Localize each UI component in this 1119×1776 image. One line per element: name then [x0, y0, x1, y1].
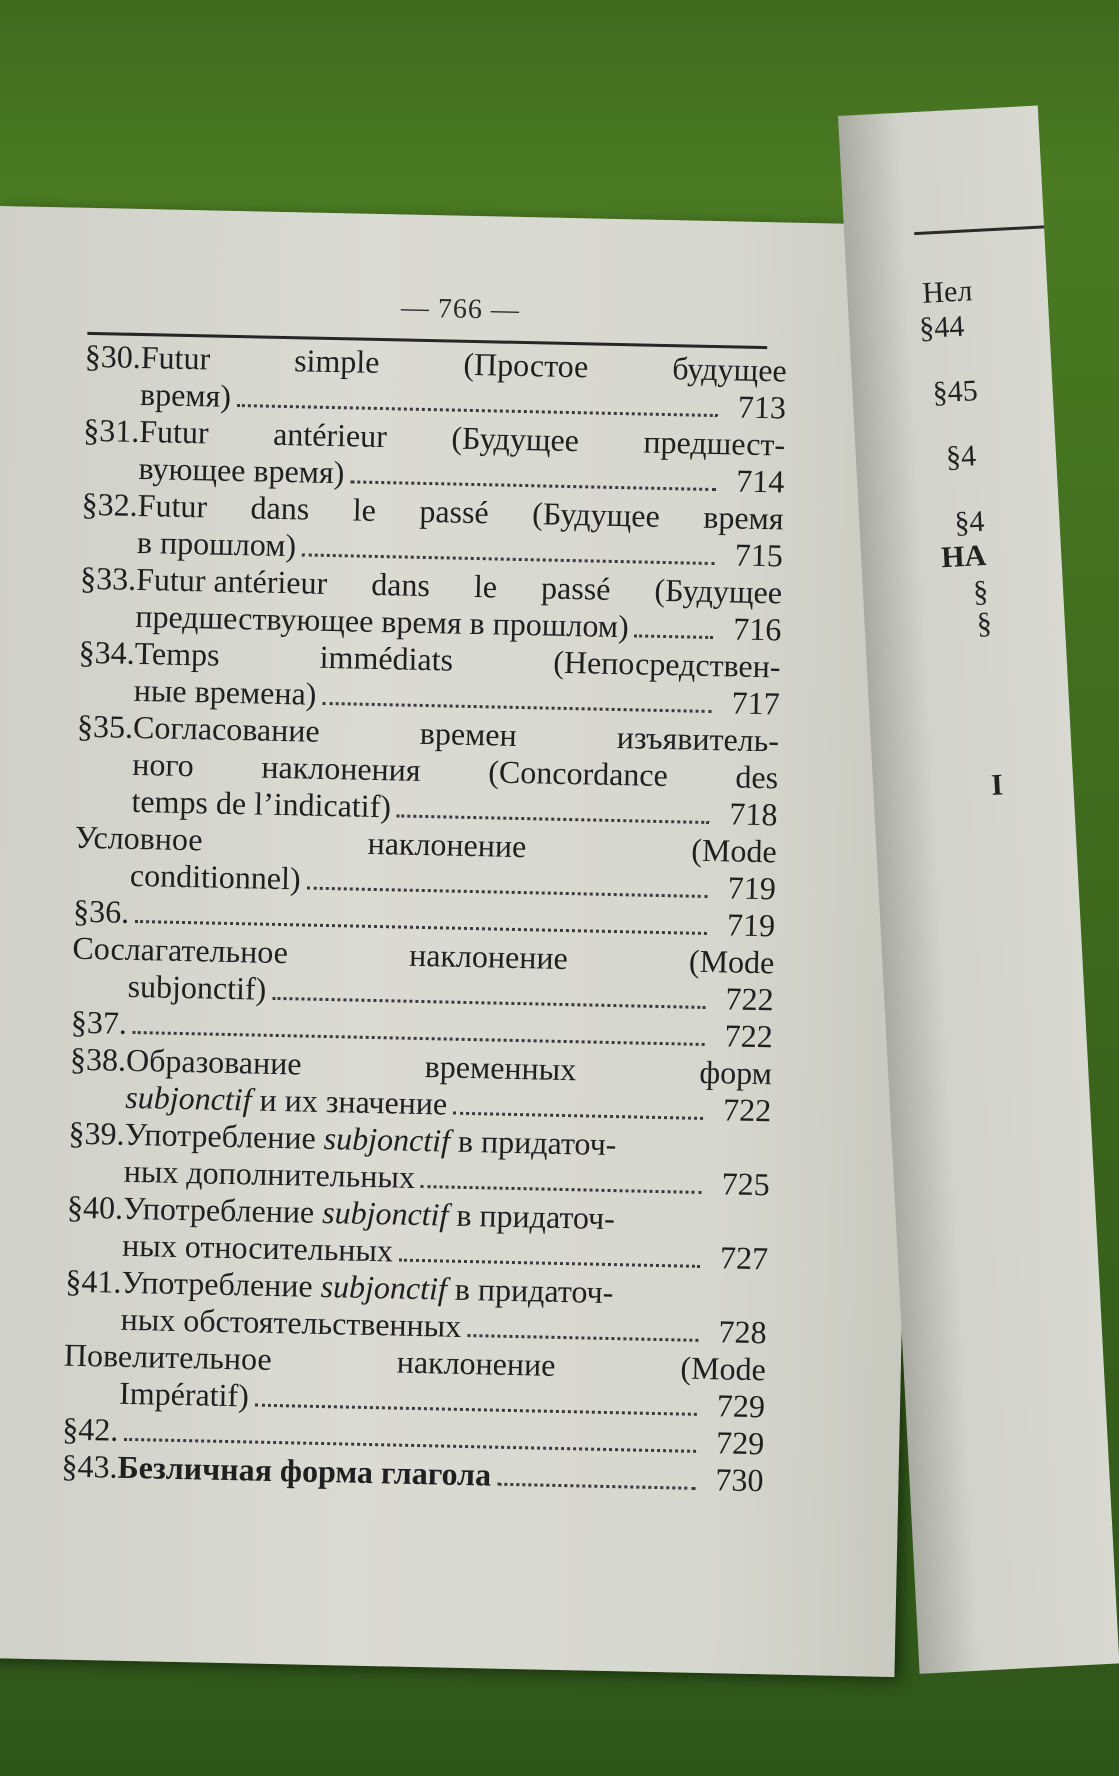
- right-fragment: §: [975, 606, 993, 641]
- toc-term-italic: subjonctif: [124, 1078, 252, 1118]
- right-fragment: §45: [931, 374, 979, 410]
- page-ref: 719: [727, 869, 777, 907]
- paragraph-number: §32.: [81, 485, 139, 523]
- toc-text: Безличная форма глагола: [117, 1448, 492, 1493]
- dot-leader: [255, 1404, 697, 1416]
- toc-word: ного: [131, 745, 195, 784]
- page-number: — 766 —: [400, 292, 521, 326]
- right-fragment: I: [990, 768, 1004, 802]
- toc-text: ные времена): [133, 671, 317, 712]
- toc-text-part: в придаточ-: [448, 1196, 616, 1237]
- toc-word: наклонения: [261, 748, 422, 788]
- toc-word: Условное: [74, 818, 203, 858]
- toc-text-part: в придаточ-: [446, 1270, 614, 1311]
- table-of-contents: [61, 338, 787, 1499]
- dot-leader: [399, 1259, 700, 1268]
- toc-word: (Будущее: [654, 571, 783, 611]
- toc-text: ных дополнительных: [123, 1152, 416, 1195]
- toc-text: Impératif): [118, 1374, 250, 1414]
- paragraph-number: §43.: [61, 1447, 118, 1485]
- toc-text: temps de l’indicatif): [131, 782, 392, 825]
- paragraph-number: §35.: [76, 707, 134, 745]
- toc-word: immédiats: [319, 638, 454, 678]
- toc-word: (Будущее: [451, 419, 580, 459]
- toc-word: наклонение: [396, 1343, 556, 1383]
- toc-term-italic: subjonctif: [320, 1267, 448, 1307]
- page-ref: 725: [721, 1165, 771, 1203]
- page-ref: 719: [726, 906, 776, 944]
- toc-text-part: Употребление: [121, 1263, 322, 1304]
- toc-word: passé: [540, 569, 611, 607]
- dot-leader: [306, 887, 707, 898]
- header-rule-right: [914, 225, 1044, 235]
- toc-word: предшест-: [643, 423, 786, 463]
- dot-leader: [635, 634, 714, 639]
- toc-text: в прошлом): [136, 523, 297, 564]
- toc-text: ных обстоятельственных: [120, 1300, 462, 1344]
- toc-section: [63, 1337, 766, 1426]
- book-page-left: [0, 206, 925, 1677]
- toc-word: временных: [424, 1048, 577, 1088]
- paragraph-number: §33.: [79, 559, 137, 597]
- page-ref: 722: [725, 980, 774, 1018]
- toc-word: (Concordance: [487, 753, 669, 794]
- toc-word: форм: [699, 1053, 773, 1092]
- toc-word: (Mode: [690, 831, 778, 870]
- toc-word: Futur: [138, 412, 210, 451]
- dot-leader: [421, 1185, 702, 1194]
- page-ref: 713: [737, 388, 787, 426]
- paragraph-number: §36.: [72, 892, 130, 930]
- toc-text-part: Употребление: [124, 1115, 325, 1156]
- toc-word: Futur: [137, 486, 208, 525]
- paragraph-number: §40.: [66, 1188, 124, 1226]
- page-ref: 722: [724, 1017, 774, 1055]
- right-fragment: Нел: [921, 274, 974, 310]
- page-ref: 717: [731, 684, 781, 722]
- toc-word: (Mode: [688, 942, 775, 981]
- paragraph-number: §38.: [69, 1040, 127, 1078]
- page-ref: 729: [716, 1387, 766, 1425]
- toc-word: le: [473, 568, 498, 605]
- page-ref: 728: [718, 1313, 767, 1351]
- dot-leader: [497, 1483, 695, 1490]
- toc-word: Согласование: [132, 708, 321, 749]
- page-ref: 716: [732, 610, 782, 648]
- page-ref: 715: [734, 536, 784, 574]
- toc-word: Futur: [140, 338, 211, 377]
- toc-word: dans: [370, 565, 431, 604]
- toc-word: времен: [419, 714, 518, 753]
- toc-word: dans: [250, 489, 310, 527]
- right-fragment: §4: [945, 439, 977, 474]
- toc-section: [74, 819, 777, 908]
- toc-word: (Непосредствен-: [552, 643, 781, 685]
- toc-text: ных относительных: [121, 1226, 394, 1269]
- toc-text: и их значение: [251, 1081, 448, 1122]
- page-ref: 714: [736, 462, 785, 500]
- right-fragment: §: [972, 574, 989, 609]
- toc-text: время): [139, 375, 232, 414]
- dot-leader: [453, 1112, 703, 1120]
- toc-word: наклонение: [408, 936, 569, 977]
- paragraph-number: §30.: [84, 337, 142, 375]
- right-fragment: НА: [940, 538, 988, 575]
- toc-word: passé: [419, 492, 490, 531]
- paragraph-number: §34.: [78, 633, 136, 671]
- dot-leader: [272, 997, 705, 1009]
- paragraph-number: §41.: [65, 1262, 122, 1300]
- toc-word: Futur antérieur: [135, 560, 328, 601]
- dot-leader: [322, 702, 711, 713]
- page-ref: 730: [715, 1461, 764, 1499]
- toc-text: subjonctif): [127, 967, 267, 1007]
- paragraph-number: §37.: [70, 1003, 128, 1041]
- toc-text: предшествующее время в прошлом): [135, 597, 630, 645]
- toc-word: (Будущее: [531, 495, 661, 534]
- right-fragment: §4: [953, 504, 986, 540]
- toc-word: antérieur: [272, 415, 388, 455]
- toc-word: (Простое: [463, 345, 589, 385]
- toc-word: Образование: [125, 1041, 302, 1082]
- toc-word: Temps: [134, 634, 220, 673]
- dot-leader: [302, 553, 715, 565]
- dot-leader: [237, 404, 718, 417]
- dot-leader: [350, 480, 716, 491]
- toc-word: изъявитель-: [616, 719, 780, 759]
- toc-text: вующее время): [138, 449, 345, 491]
- dot-leader: [397, 814, 710, 824]
- toc-text-part: в придаточ-: [449, 1122, 617, 1163]
- right-fragment: §44: [918, 309, 966, 346]
- toc-word: наклонение: [367, 824, 527, 865]
- paragraph-number: §42.: [62, 1410, 119, 1448]
- toc-word: simple: [293, 342, 380, 380]
- toc-word: des: [735, 758, 779, 796]
- toc-entry: [75, 708, 779, 834]
- toc-text: conditionnel): [129, 856, 301, 897]
- paragraph-number: §31.: [82, 411, 140, 449]
- page-ref: 729: [715, 1424, 765, 1462]
- toc-section: [71, 930, 774, 1019]
- page-ref: 718: [729, 795, 778, 833]
- toc-word: Сослагательное: [72, 929, 289, 971]
- paragraph-number: §39.: [68, 1114, 125, 1152]
- toc-text-part: Употребление: [122, 1189, 323, 1230]
- page-ref: 722: [722, 1091, 772, 1129]
- toc-word: будущее: [671, 350, 788, 389]
- toc-word: Повелительное: [63, 1336, 273, 1377]
- toc-word: (Mode: [680, 1349, 767, 1388]
- toc-term-italic: subjonctif: [323, 1119, 451, 1159]
- toc-word: время: [702, 498, 784, 537]
- toc-word: le: [352, 491, 377, 528]
- toc-term-italic: subjonctif: [321, 1193, 449, 1233]
- dot-leader: [467, 1334, 698, 1342]
- page-ref: 727: [719, 1239, 769, 1277]
